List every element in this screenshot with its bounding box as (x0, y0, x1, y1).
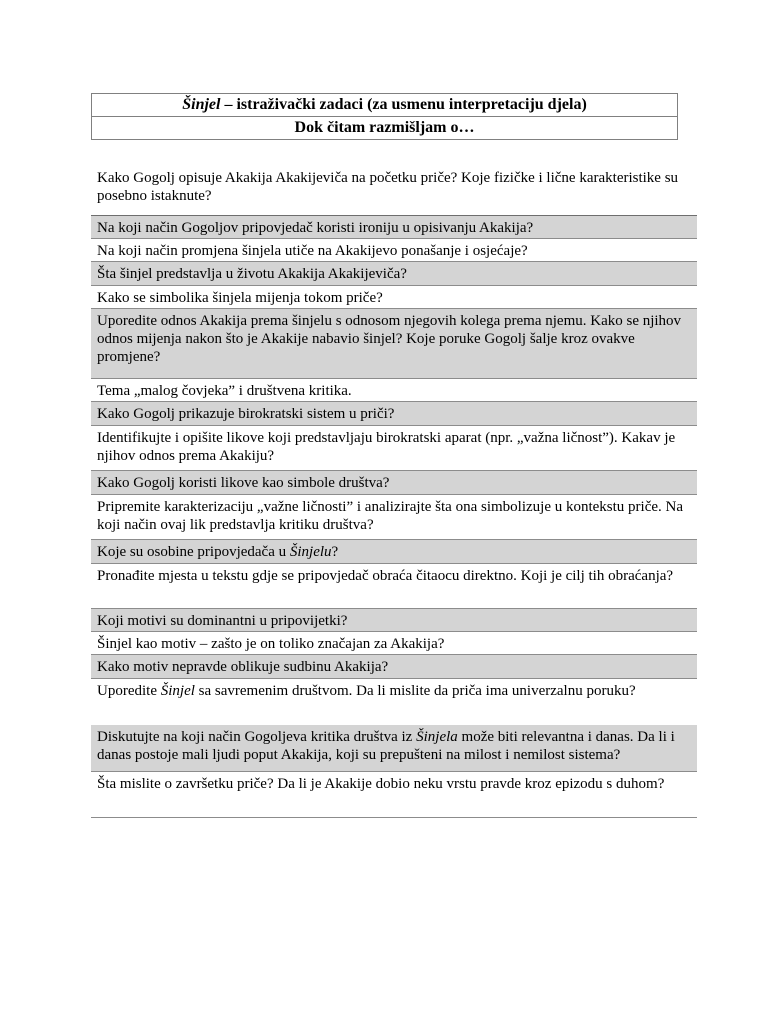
question-row: Koji motivi su dominantni u pripovijetki? (91, 609, 697, 632)
title-box (91, 93, 678, 140)
q12-pre: Koje su osobine pripovjedača u (97, 544, 290, 560)
question-row: Uporedite odnos Akakija prema šinjelu s odnosom njegovih kolega prema njemu. Kako se njihov odnos mijenja nakon što je Akakije nabavio šinjel? Koje poruke Gogolj šalje kroz ovakve promjene? (91, 309, 697, 379)
question-row: Tema „malog čovjeka” i društvena kritika. (91, 379, 697, 402)
q12-post: ? (331, 544, 339, 560)
question-row: Kako Gogolj koristi likove kao simbole društva? (91, 471, 697, 495)
question-row: Šta mislite o završetku priče? Da li je Akakije dobio neku vrstu pravde kroz epizodu s duhom? (91, 772, 697, 818)
title-rest: – istraživački zadaci (za usmenu interpretaciju djela) (220, 96, 587, 113)
question-table (91, 166, 697, 818)
question-row: Identifikujte i opišite likove koji predstavljaju birokratski aparat (npr. „važna ličnost”). Kakav je njihov odnos prema Akakiju? (91, 426, 697, 471)
q17-pre: Uporedite (97, 683, 161, 699)
question-row (91, 725, 697, 772)
question-row (91, 540, 697, 564)
question-row: Pripremite karakterizaciju „važne ličnosti” i analizirajte šta ona simbolizuje u kontekstu priče. Na koji način ovaj lik predstavlja kritiku društva? (91, 495, 697, 540)
question-row: Šinjel kao motiv – zašto je on toliko značajan za Akakija? (91, 632, 697, 655)
q18-pre: Diskutujte na koji način Gogoljeva kritika društva iz (97, 729, 417, 745)
title-italic: Šinjel (182, 96, 221, 113)
q18-post: može biti relevantna i danas. Da li i danas postoje mali ljudi poput Akakija, koji su prepušteni na milost i nemilost sistema? (97, 729, 675, 763)
q18-italic: Šinjela (416, 729, 458, 745)
question-row: Kako se simbolika šinjela mijenja tokom priče? (91, 286, 697, 309)
question-row: Na koji način promjena šinjela utiče na Akakijevo ponašanje i osjećaje? (91, 239, 697, 262)
question-row: Kako Gogolj opisuje Akakija Akakijeviča na početku priče? Koje fizičke i lične karakteristike su posebno istaknute? (91, 166, 697, 216)
question-row: Kako motiv nepravde oblikuje sudbinu Akakija? (91, 655, 697, 679)
question-row: Kako Gogolj prikazuje birokratski sistem u priči? (91, 402, 697, 426)
q12-italic: Šinjelu (289, 544, 332, 560)
question-row: Šta šinjel predstavlja u životu Akakija Akakijeviča? (91, 262, 697, 286)
q17-italic: Šinjel (160, 683, 195, 699)
question-row: Pronađite mjesta u tekstu gdje se pripovjedač obraća čitaocu direktno. Koji je cilj tih obraćanja? (91, 564, 697, 609)
question-row (91, 679, 697, 724)
question-row: Na koji način Gogoljov pripovjedač koristi ironiju u opisivanju Akakija? (91, 216, 697, 239)
q17-post: sa savremenim društvom. Da li mislite da priča ima univerzalnu poruku? (194, 683, 636, 699)
document-title (92, 94, 677, 116)
document-subtitle: Dok čitam razmišljam o… (92, 116, 677, 139)
